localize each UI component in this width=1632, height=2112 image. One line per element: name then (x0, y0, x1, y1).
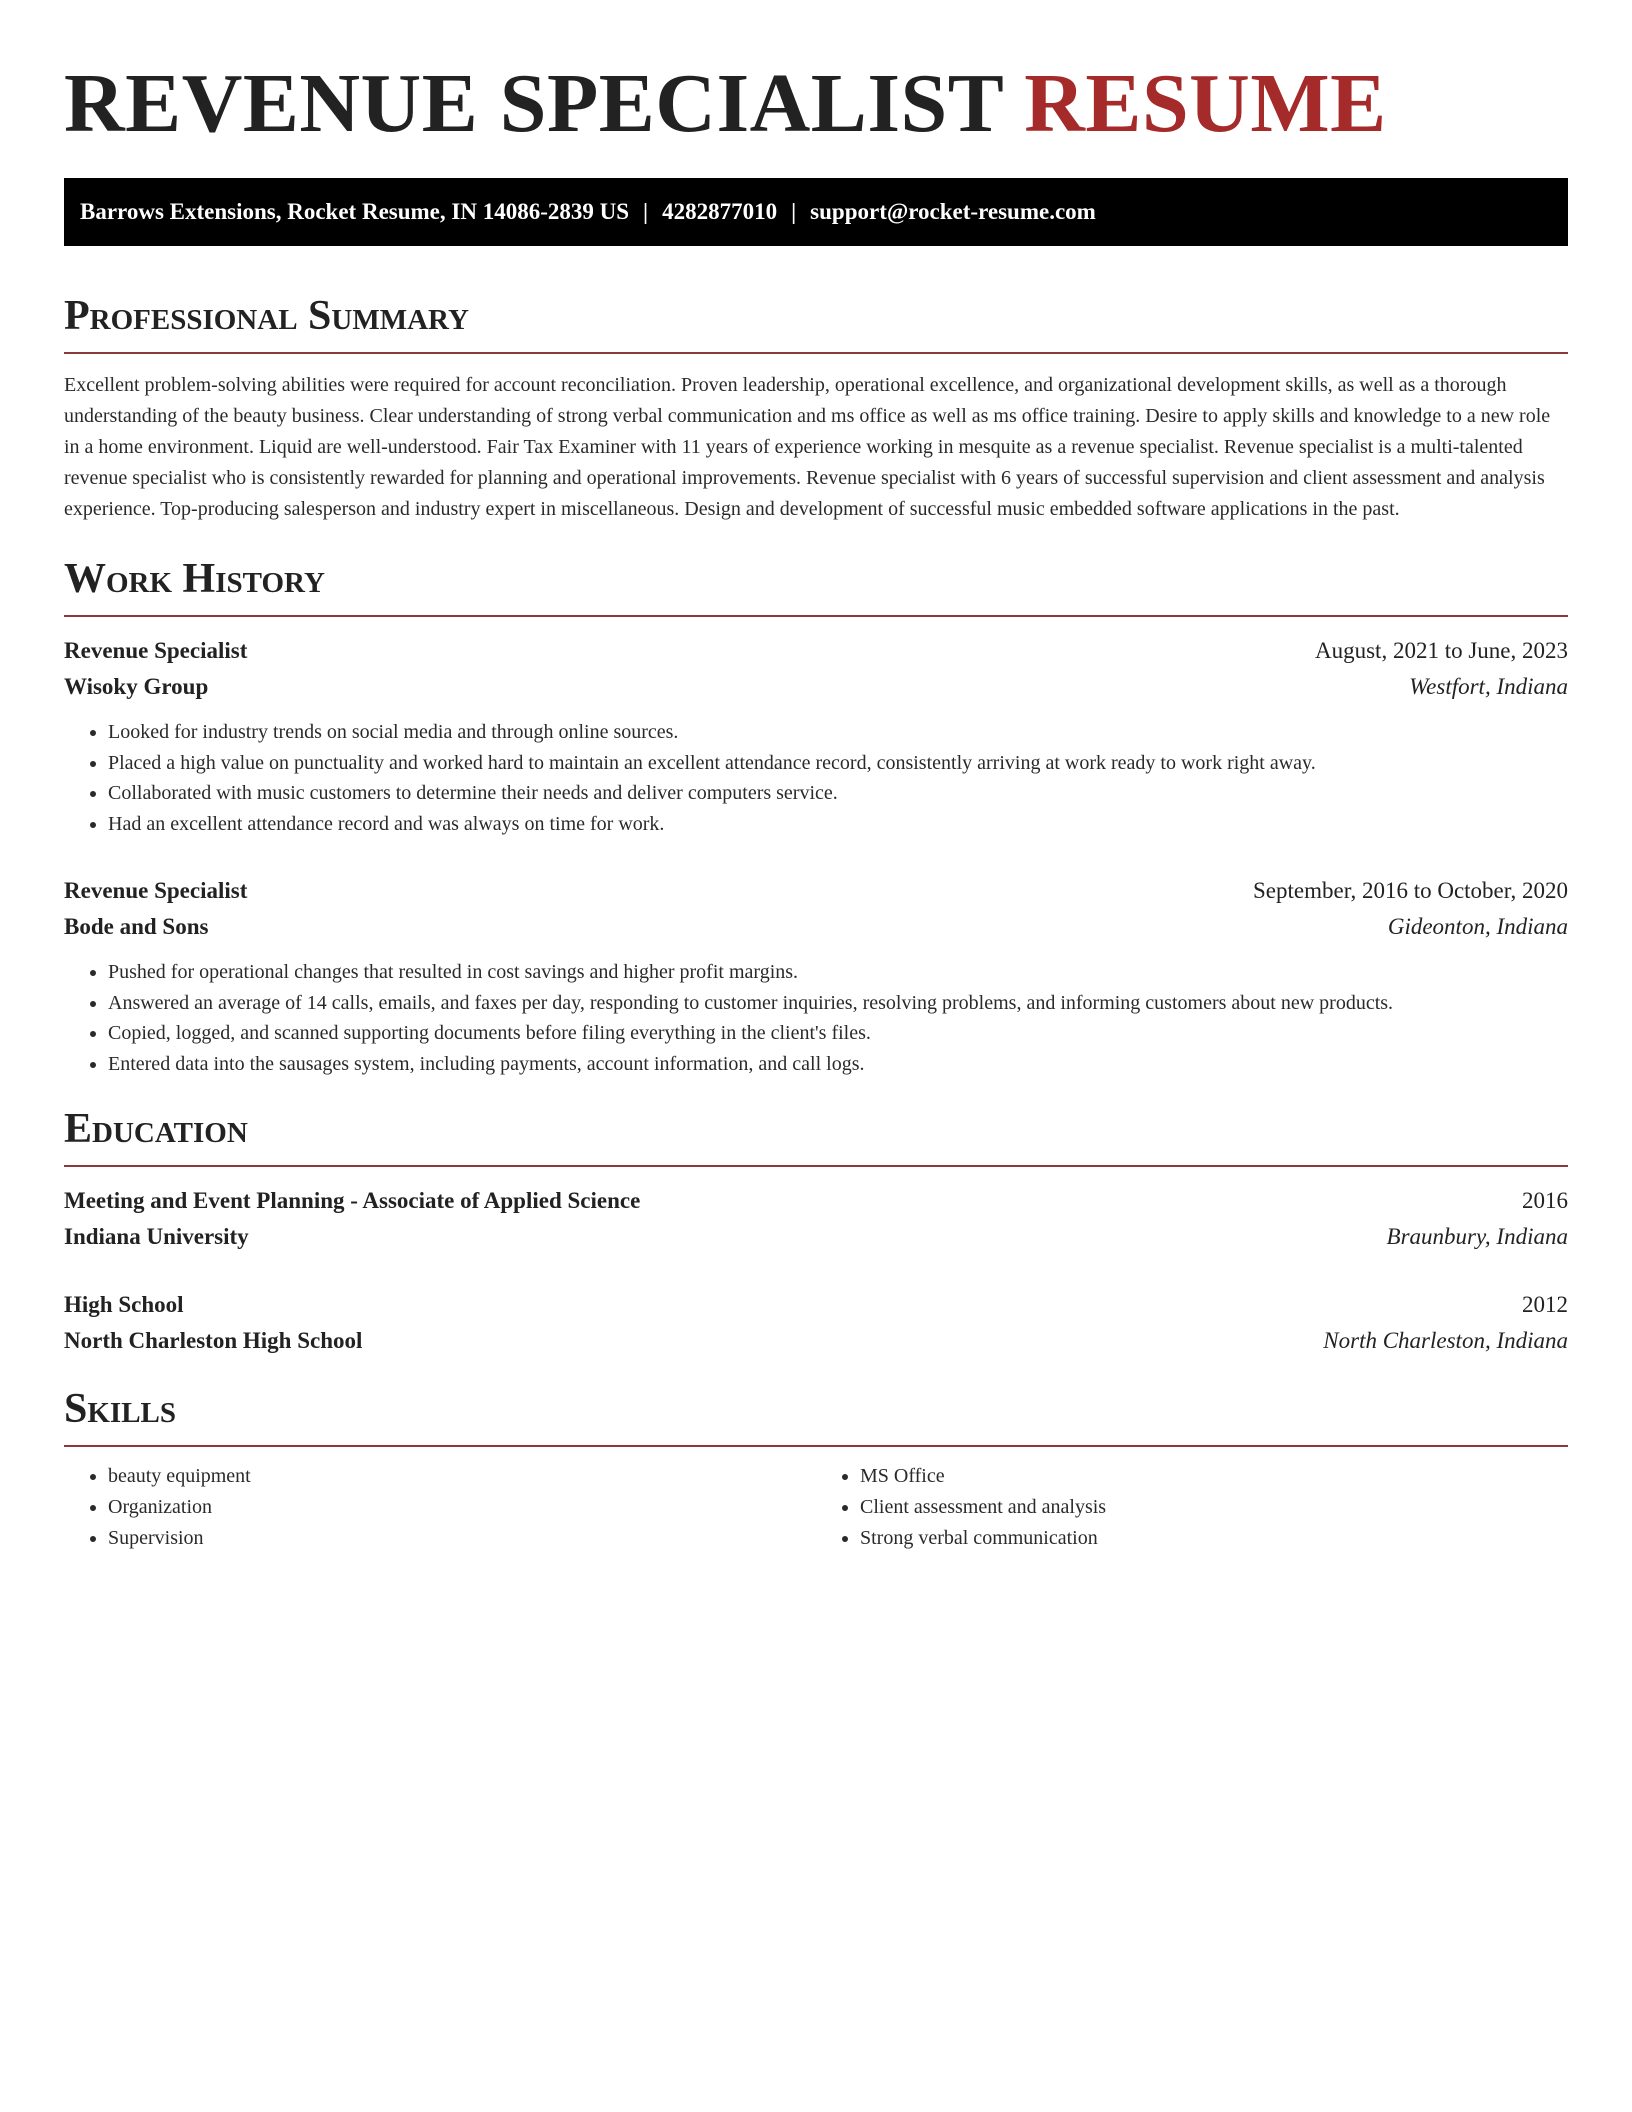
job-bullet: • Collaborated with music customers to determine their needs and deliver computers service. (108, 778, 1568, 809)
job-header-row (64, 633, 1568, 669)
summary-heading: Professional Summary (64, 292, 1568, 354)
skill-item: • Strong verbal communication (860, 1523, 1568, 1554)
skill-item: • beauty equipment (108, 1461, 816, 1492)
job-dates: September, 2016 to October, 2020 (1253, 878, 1568, 903)
resume-title (64, 0, 1568, 152)
education-location: North Charleston, Indiana (1323, 1328, 1568, 1353)
education-degree-row (64, 1183, 1568, 1219)
job-company-row (64, 909, 1568, 945)
contact-bar (64, 178, 1568, 246)
job-bullet: • Looked for industry trends on social media and through online sources. (108, 717, 1568, 748)
job-title: Revenue Specialist (64, 878, 248, 903)
education-heading: Education (64, 1105, 1568, 1167)
job-entry (64, 633, 1568, 839)
job-bullets (64, 957, 1568, 1079)
job-dates: August, 2021 to June, 2023 (1315, 638, 1568, 663)
job-company-row (64, 669, 1568, 705)
job-bullet: • Entered data into the sausages system, including payments, account information, and call logs. (108, 1049, 1568, 1080)
skill-item: • Organization (108, 1492, 816, 1523)
skills-heading: Skills (64, 1385, 1568, 1447)
skill-item: • Supervision (108, 1523, 816, 1554)
job-location: Westfort, Indiana (1409, 674, 1568, 699)
job-title: Revenue Specialist (64, 638, 248, 663)
job-company: Wisoky Group (64, 674, 209, 699)
education-school-row (64, 1323, 1568, 1359)
contact-separator: | (643, 199, 649, 224)
job-company: Bode and Sons (64, 914, 209, 939)
education-entry (64, 1287, 1568, 1359)
title-main: REVENUE SPECIALIST (64, 57, 1003, 150)
skill-item: • Client assessment and analysis (860, 1492, 1568, 1523)
job-bullet: • Answered an average of 14 calls, emails, and faxes per day, responding to customer inquiries, resolving problems, and informing customers about new products. (108, 988, 1568, 1019)
job-header-row (64, 873, 1568, 909)
education-location: Braunbury, Indiana (1386, 1224, 1568, 1249)
skills-grid (64, 1461, 1568, 1554)
job-location: Gideonton, Indiana (1387, 914, 1568, 939)
contact-separator: | (791, 199, 797, 224)
education-year: 2012 (1522, 1292, 1568, 1317)
skills-column-right (816, 1461, 1568, 1554)
job-bullets (64, 717, 1568, 839)
education-school: Indiana University (64, 1224, 249, 1249)
education-school: North Charleston High School (64, 1328, 363, 1353)
education-degree: High School (64, 1292, 184, 1317)
resume-page (64, 0, 1568, 1554)
summary-text: Excellent problem-solving abilities were required for account reconciliation. Proven leadership, operational excellence, and organizational development skills, as well as a thorough understanding of the beauty business. Clear understanding of strong verbal communication and ms office as well as ms office training. Desire to apply skills and knowledge to a new role in a home environment. Liquid are well-understood. Fair Tax Examiner with 11 years of experience working in mesquite as a revenue specialist. Revenue specialist is a multi-talented revenue specialist who is consistently rewarded for planning and operational improvements. Revenue specialist with 6 years of successful supervision and client assessment and analysis experience. Top-producing salesperson and industry expert in miscellaneous. Design and development of successful music embedded software applications in the past. (64, 374, 1551, 520)
title-accent: RESUME (1024, 57, 1387, 150)
skills-column-left (64, 1461, 816, 1554)
education-degree: Meeting and Event Planning - Associate of Applied Science (64, 1188, 641, 1213)
job-bullet: • Placed a high value on punctuality and worked hard to maintain an excellent attendance record, consistently arriving at work ready to work right away. (108, 748, 1568, 779)
contact-email: support@rocket-resume.com (810, 199, 1096, 224)
job-bullet: • Copied, logged, and scanned supporting documents before filing everything in the client's files. (108, 1018, 1568, 1049)
job-entry (64, 873, 1568, 1079)
education-degree-row (64, 1287, 1568, 1323)
contact-phone: 4282877010 (662, 199, 778, 224)
job-bullet: • Pushed for operational changes that resulted in cost savings and higher profit margins. (108, 957, 1568, 988)
education-year: 2016 (1522, 1188, 1568, 1213)
skill-item: • MS Office (860, 1461, 1568, 1492)
education-school-row (64, 1219, 1568, 1255)
contact-address: Barrows Extensions, Rocket Resume, IN 14086-2839 US (80, 199, 630, 224)
work-history-heading: Work History (64, 555, 1568, 617)
job-bullet: • Had an excellent attendance record and was always on time for work. (108, 809, 1568, 840)
education-entry (64, 1183, 1568, 1255)
